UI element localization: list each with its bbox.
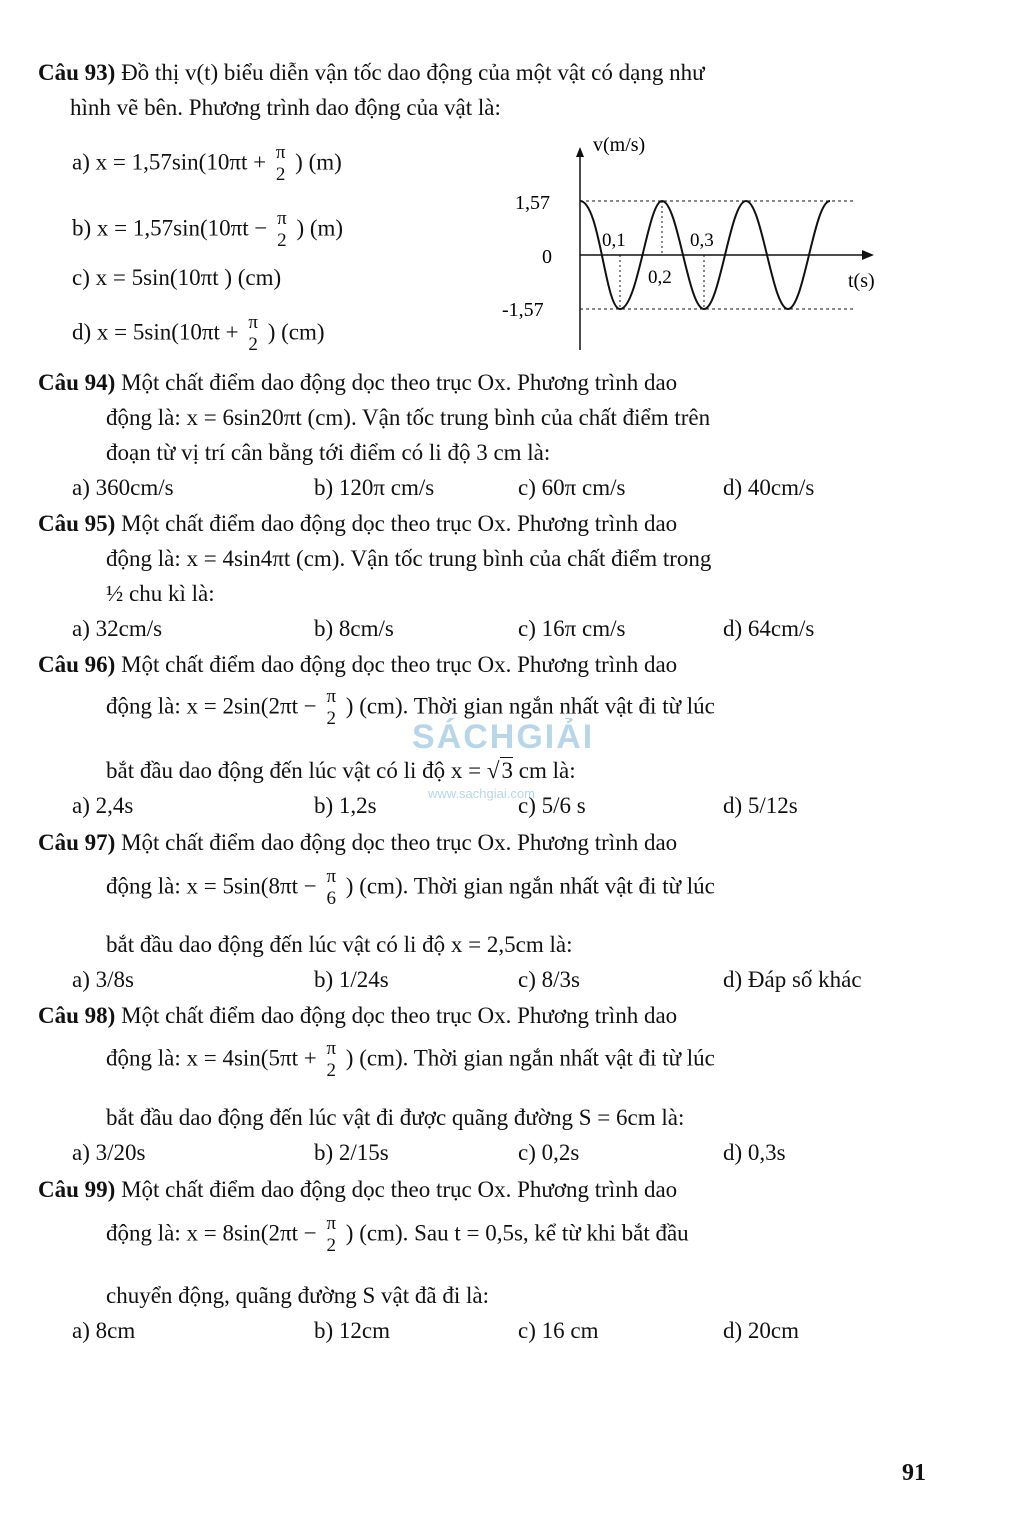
answer-98-c: c) 0,2s [518, 1140, 580, 1165]
answer-95-b: b) 8cm/s [314, 616, 394, 641]
question-99-line-1: Câu 99) Một chất điểm dao động dọc theo trục Ox. Phương trình dao [38, 1177, 678, 1202]
y-axis-label: v(m/s) [593, 135, 646, 156]
answer-95-d: d) 64cm/s [723, 616, 815, 641]
question-99-line-3: chuyển động, quãng đường S vật đã đi là: [106, 1283, 489, 1308]
option-93-d: d) x = 5sin(10πt + π 2 ) (cm) [72, 312, 325, 355]
question-99-equation: động là: x = 8sin(2πt − π 2 ) (cm). Sau t = 0,5s, kể từ khi bắt đầu [106, 1213, 689, 1256]
answer-94-a: a) 360cm/s [72, 475, 174, 500]
question-95-line-1: Câu 95) Một chất điểm dao động dọc theo trục Ox. Phương trình dao [38, 511, 678, 536]
answer-97-d: d) Đáp số khác [723, 967, 862, 992]
answer-94-b: b) 120π cm/s [314, 475, 435, 500]
x-axis-label: t(s) [848, 270, 875, 292]
question-95-line-2: động là: x = 4sin4πt (cm). Vận tốc trung bình của chất điểm trong [106, 546, 712, 571]
x-axis-arrow-icon [862, 250, 874, 260]
option-93-b: b) x = 1,57sin(10πt − π 2 ) (m) [72, 208, 344, 251]
t-mark-0-1: 0,1 [602, 230, 626, 251]
question-97-line-3: bắt đầu dao động đến lúc vật có li độ x = 2,5cm là: [106, 932, 573, 957]
question-97-equation: động là: x = 5sin(8πt − π 6 ) (cm). Thời gian ngắn nhất vật đi từ lúc [106, 866, 715, 909]
y-bottom-label: -1,57 [502, 299, 544, 321]
answer-97-c: c) 8/3s [518, 967, 580, 992]
question-93-line-2: hình vẽ bên. Phương trình dao động của vật là: [70, 95, 501, 120]
y-top-label: 1,57 [515, 192, 550, 214]
question-label: Câu 93) [38, 60, 116, 85]
question-95-line-3: ½ chu kì là: [106, 581, 215, 606]
t-mark-0-2: 0,2 [648, 267, 672, 288]
answer-99-d: d) 20cm [723, 1318, 800, 1343]
answer-96-a: a) 2,4s [72, 793, 134, 818]
question-98-line-3: bắt đầu dao động đến lúc vật đi được quãng đường S = 6cm là: [106, 1105, 685, 1130]
answer-99-b: b) 12cm [314, 1318, 391, 1343]
velocity-graph [490, 135, 910, 360]
question-94-line-1: Câu 94) Một chất điểm dao động dọc theo trục Ox. Phương trình dao [38, 370, 678, 395]
y-axis-arrow-icon [576, 147, 584, 157]
answer-98-a: a) 3/20s [72, 1140, 146, 1165]
question-97-line-1: Câu 97) Một chất điểm dao động dọc theo trục Ox. Phương trình dao [38, 830, 678, 855]
answer-97-b: b) 1/24s [314, 967, 389, 992]
question-98-equation: động là: x = 4sin(5πt + π 2 ) (cm). Thời gian ngắn nhất vật đi từ lúc [106, 1038, 715, 1081]
answer-98-b: b) 2/15s [314, 1140, 389, 1165]
question-94-line-3: đoạn từ vị trí cân bằng tới điểm có li độ 3 cm là: [106, 440, 551, 465]
question-96-line-3: bắt đầu dao động đến lúc vật có li độ x = √3 cm là: [106, 758, 576, 783]
question-96-equation: động là: x = 2sin(2πt − π 2 ) (cm). Thời gian ngắn nhất vật đi từ lúc [106, 686, 715, 729]
y-zero-label: 0 [542, 246, 552, 268]
question-98-line-1: Câu 98) Một chất điểm dao động dọc theo trục Ox. Phương trình dao [38, 1003, 678, 1028]
question-96-line-1: Câu 96) Một chất điểm dao động dọc theo trục Ox. Phương trình dao [38, 652, 678, 677]
question-94-line-2: động là: x = 6sin20πt (cm). Vận tốc trung bình của chất điểm trên [106, 405, 711, 430]
answer-94-d: d) 40cm/s [723, 475, 815, 500]
question-93-line-1: Câu 93) Đồ thị v(t) biểu diễn vận tốc dao động của một vật có dạng như [38, 60, 705, 85]
watermark-logo: SÁCHGIẢI www.sachgiai.com [412, 718, 595, 801]
answer-96-d: d) 5/12s [723, 793, 798, 818]
option-93-a: a) x = 1,57sin(10πt + π 2 ) (m) [72, 142, 342, 185]
answer-99-a: a) 8cm [72, 1318, 136, 1343]
answer-97-a: a) 3/8s [72, 967, 134, 992]
answer-96-c: c) 5/6 s [518, 793, 586, 818]
answer-98-d: d) 0,3s [723, 1140, 786, 1165]
page-number: 91 [902, 1460, 926, 1486]
answer-99-c: c) 16 cm [518, 1318, 599, 1343]
answer-96-b: b) 1,2s [314, 793, 377, 818]
answer-95-a: a) 32cm/s [72, 616, 163, 641]
answer-94-c: c) 60π cm/s [518, 475, 626, 500]
answer-95-c: c) 16π cm/s [518, 616, 626, 641]
t-mark-0-3: 0,3 [690, 230, 714, 251]
option-93-c: c) x = 5sin(10πt ) (cm) [72, 265, 282, 290]
